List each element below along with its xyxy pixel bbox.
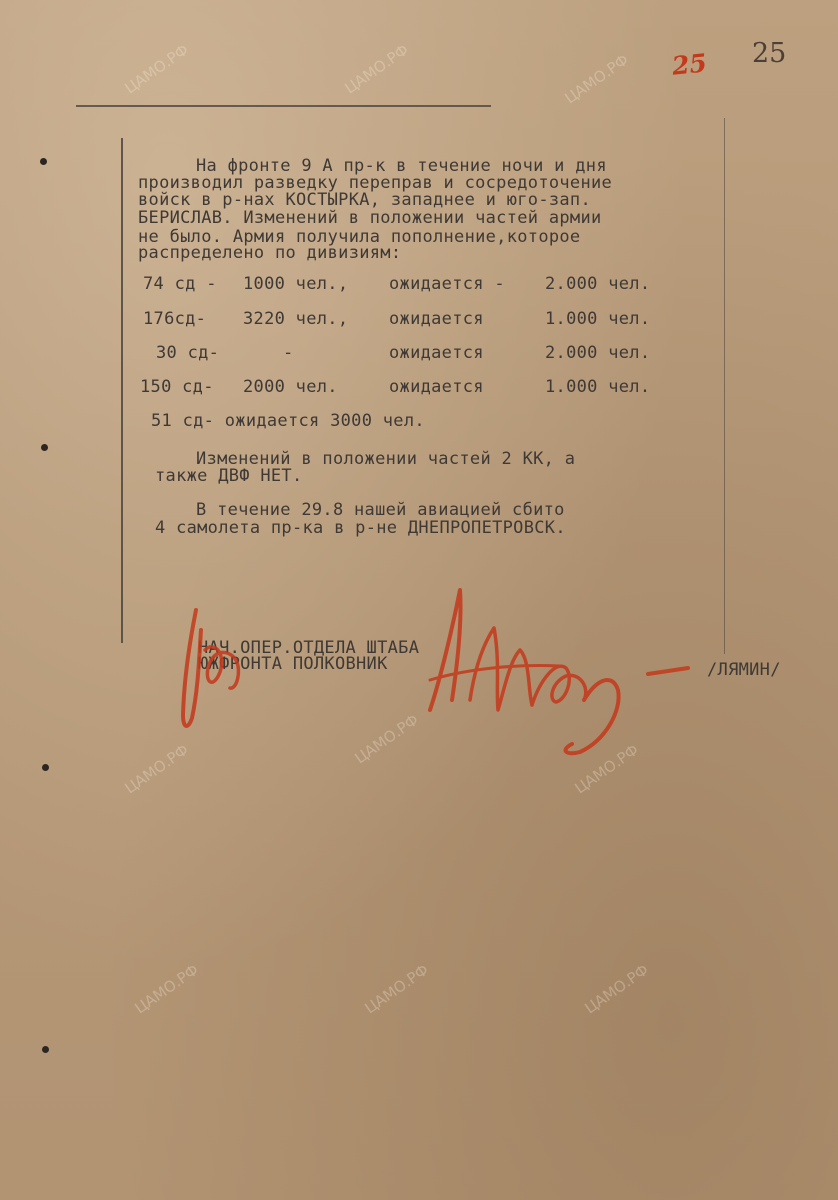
text-line: БЕРИСЛАВ. Изменений в положении частей армии [138, 208, 602, 228]
watermark: ЦАМО.РФ [571, 740, 642, 798]
signature-title-line: ЮЖФРОНТА ПОЛКОВНИК [198, 654, 388, 674]
text-line: 4 самолета пр-ка в р-не ДНЕПРОПЕТРОВСК. [155, 518, 566, 538]
division-unit: 30 сд- [156, 343, 220, 363]
division-expected-label: ожидается - [389, 274, 505, 294]
watermark: ЦАМО.РФ [121, 740, 192, 798]
red-pencil-mark [183, 610, 201, 726]
watermark: ЦАМО.РФ [361, 960, 432, 1018]
signature [430, 590, 461, 710]
signature [532, 666, 586, 705]
division-expected-label: ожидается [389, 377, 484, 397]
text-line: В течение 29.8 нашей авиацией сбито [196, 500, 565, 520]
red-pencil-mark [205, 647, 238, 688]
division-expected-label: ожидается [389, 343, 484, 363]
watermark: ЦАМО.РФ [131, 960, 202, 1018]
division-expected-qty: 1.000 чел. [545, 309, 651, 329]
signatory-name: /ЛЯМИН/ [707, 660, 781, 680]
handwritten-page-number: 25 [670, 48, 709, 81]
text-line: также ДВФ НЕТ. [155, 466, 303, 486]
watermark: ЦАМО.РФ [341, 40, 412, 98]
text-line: производил разведку переправ и сосредоточение [138, 173, 613, 193]
watermark: ЦАМО.РФ [121, 40, 192, 98]
watermark: ЦАМО.РФ [561, 50, 632, 108]
division-row: 51 сд- ожидается 3000 чел. [151, 411, 425, 431]
page-number: 25 [752, 38, 787, 69]
text-line: не было. Армия получила пополнение,которое [138, 227, 581, 247]
division-unit: 150 сд- [140, 377, 214, 397]
division-count: - [283, 343, 294, 363]
division-expected-label: ожидается [389, 309, 484, 329]
division-expected-qty: 1.000 чел. [545, 377, 651, 397]
text-line: войск в р-нах КОСТЫРКА, западнее и юго-зап. [138, 190, 591, 210]
signature [566, 680, 619, 753]
text-line: Изменений в положении частей 2 КК, а [196, 449, 576, 469]
division-expected-qty: 2.000 чел. [545, 274, 651, 294]
division-count: 3220 чел., [243, 309, 349, 329]
red-pencil-dash [648, 668, 688, 674]
division-count: 2000 чел. [243, 377, 338, 397]
watermark: ЦАМО.РФ [351, 710, 422, 768]
text-line: распределено по дивизиям: [138, 243, 402, 263]
watermark: ЦАМО.РФ [581, 960, 652, 1018]
signature [430, 666, 560, 680]
signature-title-line: НАЧ.ОПЕР.ОТДЕЛА ШТАБА [198, 638, 420, 658]
division-count: 1000 чел., [243, 274, 349, 294]
division-unit: 176сд- [143, 309, 207, 329]
division-unit: 74 сд - [143, 274, 217, 294]
text-line: На фронте 9 А пр-к в течение ночи и дня [196, 156, 607, 176]
division-expected-qty: 2.000 чел. [545, 343, 651, 363]
